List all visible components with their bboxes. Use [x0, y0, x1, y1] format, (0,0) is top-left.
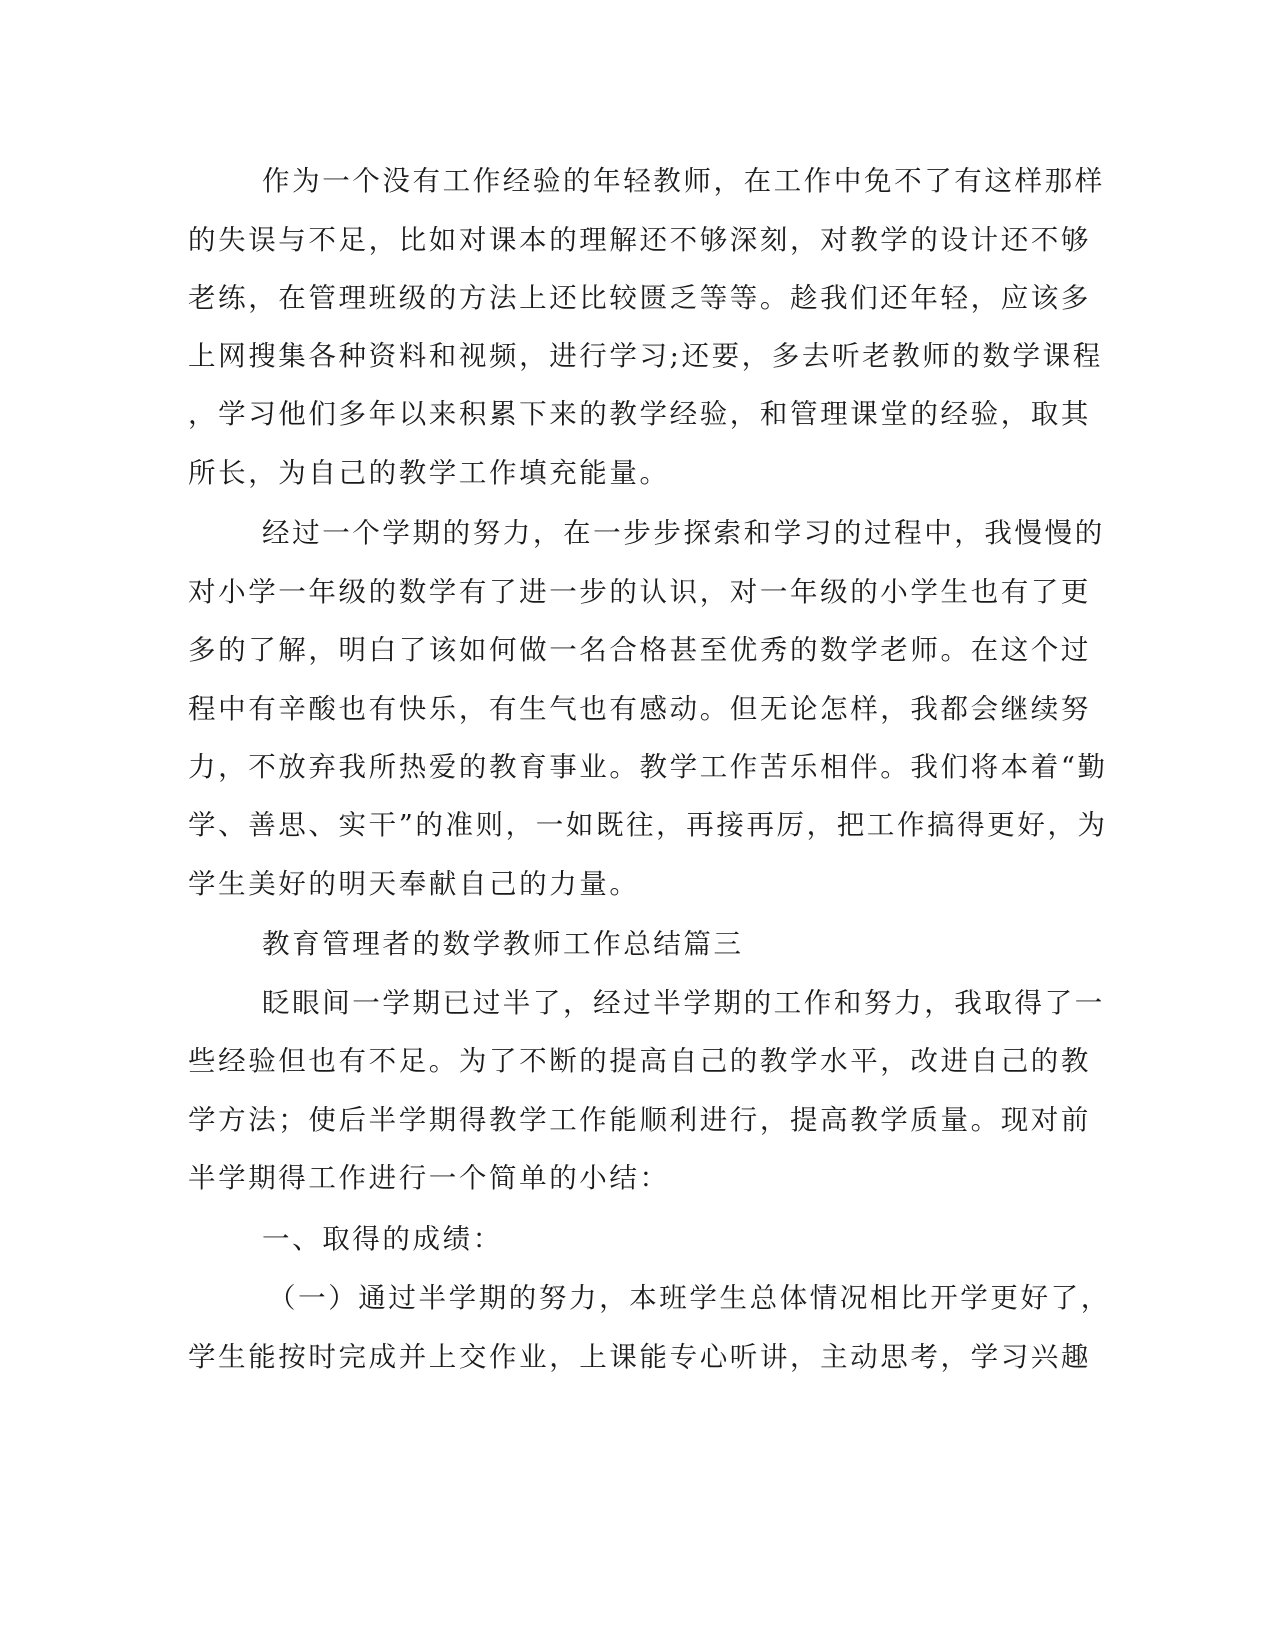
paragraph-4-line-1: （一）通过半学期的努力，本班学生总体情况相比开学更好了， [268, 1282, 1111, 1314]
paragraph-2-line-2: 对小学一年级的数学有了进一步的认识，对一年级的小学生也有了更 [188, 576, 1091, 608]
paragraph-2-line-5: 力，不放弃我所热爱的教育事业。教学工作苦乐相伴。我们将本着“勤 [188, 751, 1108, 783]
paragraph-1-line-2: 的失误与不足，比如对课本的理解还不够深刻，对教学的设计还不够 [188, 224, 1091, 256]
paragraph-2-line-1: 经过一个学期的努力，在一步步探索和学习的过程中，我慢慢的 [262, 517, 1105, 549]
paragraph-3-line-3: 学方法；使后半学期得教学工作能顺利进行，提高教学质量。现对前 [188, 1104, 1091, 1136]
paragraph-1-line-4: 上网搜集各种资料和视频，进行学习;还要，多去听老教师的数学课程 [188, 340, 1103, 372]
paragraph-2-line-4: 程中有辛酸也有快乐，有生气也有感动。但无论怎样，我都会继续努 [188, 693, 1091, 725]
paragraph-3-line-1: 眨眼间一学期已过半了，经过半学期的工作和努力，我取得了一 [262, 987, 1105, 1019]
paragraph-2-line-7: 学生美好的明天奉献自己的力量。 [188, 868, 640, 900]
paragraph-1-line-5: ，学习他们多年以来积累下来的教学经验，和管理课堂的经验，取其 [188, 398, 1091, 430]
subheading-achievements: 一、取得的成绩： [262, 1223, 503, 1255]
paragraph-3-line-2: 些经验但也有不足。为了不断的提高自己的教学水平，改进自己的教 [188, 1045, 1091, 1077]
paragraph-2-line-3: 多的了解，明白了该如何做一名合格甚至优秀的数学老师。在这个过 [188, 634, 1091, 666]
paragraph-1-line-1: 作为一个没有工作经验的年轻教师，在工作中免不了有这样那样 [262, 165, 1105, 197]
paragraph-4-line-2: 学生能按时完成并上交作业，上课能专心听讲，主动思考，学习兴趣 [188, 1341, 1091, 1373]
paragraph-1-line-6: 所长，为自己的教学工作填充能量。 [188, 457, 670, 489]
paragraph-3-line-4: 半学期得工作进行一个简单的小结： [188, 1162, 670, 1194]
section-heading: 教育管理者的数学教师工作总结篇三 [262, 928, 744, 960]
paragraph-1-line-3: 老练，在管理班级的方法上还比较匮乏等等。趁我们还年轻，应该多 [188, 282, 1091, 314]
paragraph-2-line-6: 学、善思、实干”的准则，一如既往，再接再厉，把工作搞得更好，为 [188, 809, 1108, 841]
